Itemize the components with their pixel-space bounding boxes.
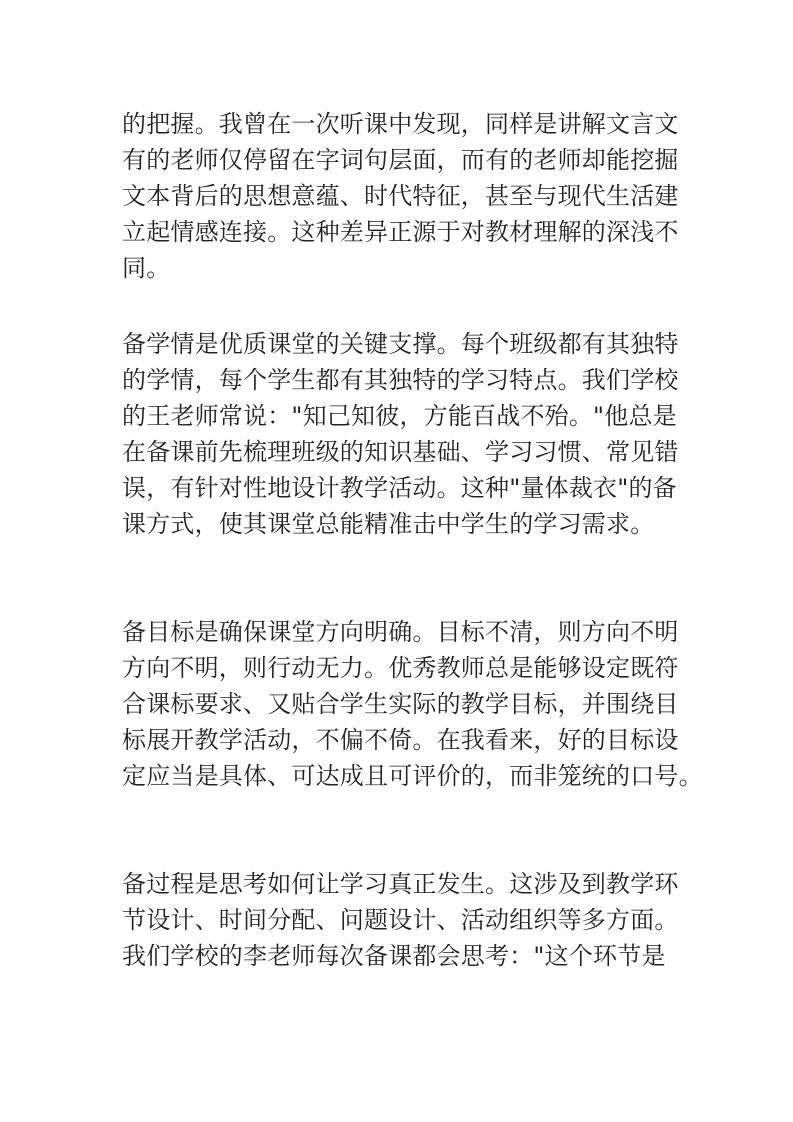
paragraph-student-analysis — [122, 326, 679, 542]
text-line: 节设计、时间分配、问题设计、活动组织等多方面。 — [122, 906, 679, 934]
paragraph-teaching-goals — [122, 614, 703, 794]
paragraph-teaching-process — [122, 866, 679, 974]
text-line: 合课标要求、又贴合学生实际的教学目标，并围绕目 — [122, 690, 679, 718]
text-line: 的把握。我曾在一次听课中发现，同样是讲解文言文 — [122, 110, 679, 138]
text-line: 标展开教学活动，不偏不倚。在我看来，好的目标设 — [122, 726, 679, 754]
text-line: 备目标是确保课堂方向明确。目标不清，则方向不明 — [122, 618, 679, 646]
text-line: 定应当是具体、可达成且可评价的，而非笼统的口号。 — [122, 762, 703, 790]
text-line: 方向不明，则行动无力。优秀教师总是能够设定既符 — [122, 654, 679, 682]
text-line: 立起情感连接。这种差异正源于对教材理解的深浅不 — [122, 218, 679, 246]
text-line: 文本背后的思想意蕴、时代特征，甚至与现代生活建 — [122, 182, 679, 210]
text-line: 有的老师仅停留在字词句层面，而有的老师却能挖掘 — [122, 146, 679, 174]
paragraph-textbook-understanding — [122, 106, 679, 286]
text-line: 备学情是优质课堂的关键支撑。每个班级都有其独特 — [122, 330, 679, 358]
text-line: 同。 — [122, 254, 171, 282]
text-line: 备过程是思考如何让学习真正发生。这涉及到教学环 — [122, 870, 679, 898]
text-line: 误，有针对性地设计教学活动。这种"量体裁衣"的备 — [122, 474, 677, 502]
text-line: 的学情，每个学生都有其独特的学习特点。我们学校 — [122, 366, 679, 394]
text-line: 我们学校的李老师每次备课都会思考："这个环节是 — [122, 942, 666, 970]
text-line: 课方式，使其课堂总能精准击中学生的学习需求。 — [122, 510, 655, 538]
text-line: 的王老师常说："知己知彼，方能百战不殆。"他总是 — [122, 402, 677, 430]
text-line: 在备课前先梳理班级的知识基础、学习习惯、常见错 — [122, 438, 679, 466]
